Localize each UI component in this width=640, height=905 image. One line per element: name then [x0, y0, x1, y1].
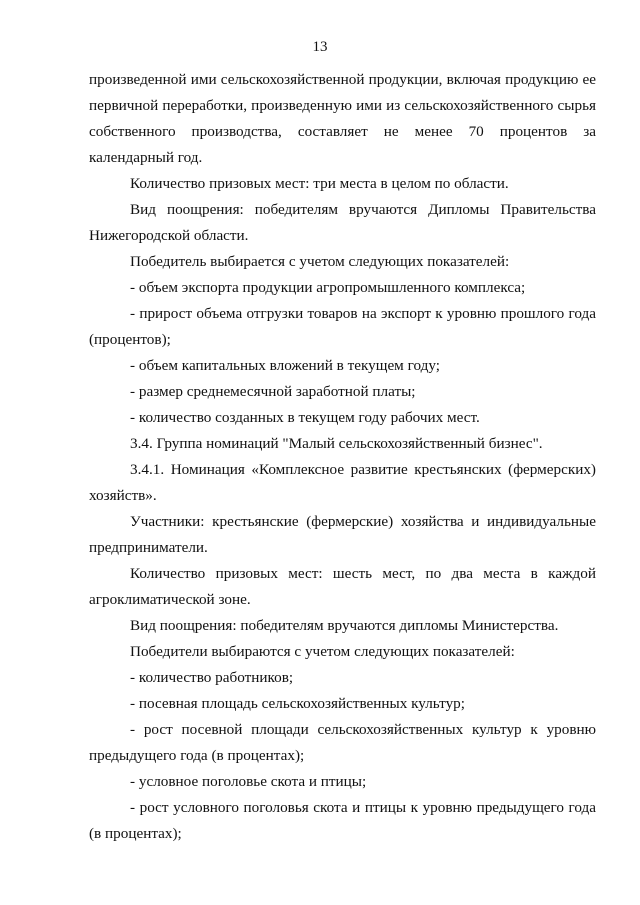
list-item-employees: - количество работников;	[130, 669, 294, 686]
paragraph-participants: Участники: крестьянские (фермерские) хозяйства и индивидуальные предприниматели.	[89, 513, 596, 556]
list-item-export-growth: - прирост объема отгрузки товаров на экспорт к уровню прошлого года (процентов);	[89, 305, 596, 348]
list-item-jobs-created: - количество созданных в текущем году рабочих мест.	[130, 409, 480, 426]
document-body	[89, 67, 596, 847]
paragraph-continuation: произведенной ими сельскохозяйственной продукции, включая продукцию ее первичной переработки, произведенную ими из сельскохозяйственного сырья собственного производства, составляет не менее 70 процентов за календарный год.	[89, 71, 596, 166]
list-item-livestock: - условное поголовье скота и птицы;	[130, 773, 367, 790]
page-number: 13	[312, 39, 328, 55]
section-heading-3-4: 3.4. Группа номинаций "Малый сельскохозяйственный бизнес".	[130, 435, 543, 452]
paragraph-winners-criteria: Победители выбираются с учетом следующих показателей:	[130, 643, 515, 660]
list-item-export-volume: - объем экспорта продукции агропромышленного комплекса;	[130, 279, 526, 296]
paragraph-prize-places: Количество призовых мест: три места в целом по области.	[130, 175, 509, 192]
paragraph-prize-places-zones: Количество призовых мест: шесть мест, по два места в каждой агроклиматической зоне.	[89, 565, 596, 608]
section-heading-3-4-1: 3.4.1. Номинация «Комплексное развитие крестьянских (фермерских) хозяйств».	[89, 461, 596, 504]
list-item-sown-area-growth: - рост посевной площади сельскохозяйственных культур к уровню предыдущего года (в процентах);	[89, 721, 596, 764]
list-item-livestock-growth: - рост условного поголовья скота и птицы к уровню предыдущего года (в процентах);	[89, 799, 596, 842]
paragraph-award-type: Вид поощрения: победителям вручаются Дипломы Правительства Нижегородской области.	[89, 201, 596, 244]
paragraph-award-type-ministry: Вид поощрения: победителям вручаются дипломы Министерства.	[130, 617, 559, 634]
list-item-capital-investment: - объем капитальных вложений в текущем году;	[130, 357, 440, 374]
list-item-average-salary: - размер среднемесячной заработной платы;	[130, 383, 416, 400]
paragraph-winner-criteria: Победитель выбирается с учетом следующих показателей:	[130, 253, 510, 270]
list-item-sown-area: - посевная площадь сельскохозяйственных культур;	[130, 695, 465, 712]
